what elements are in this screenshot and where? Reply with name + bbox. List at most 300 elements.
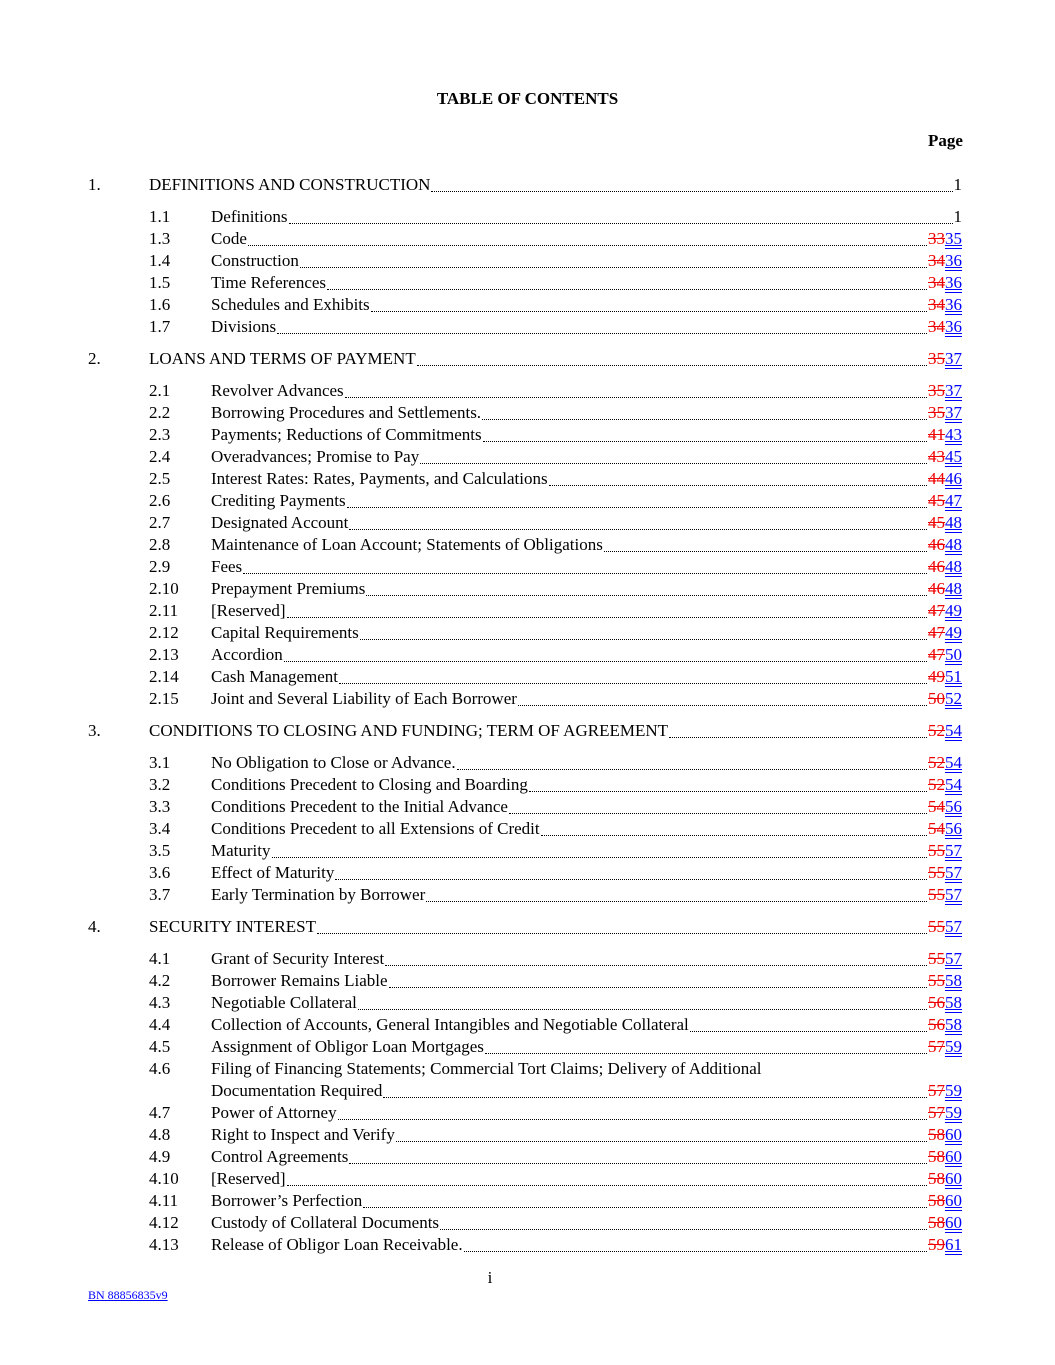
- toc-page-ref[interactable]: [928, 1014, 962, 1036]
- toc-entry-number: 2.15: [149, 689, 179, 708]
- inserted-page-number[interactable]: 58: [945, 1015, 962, 1034]
- toc-page-ref[interactable]: [928, 424, 962, 446]
- inserted-page-number[interactable]: 49: [945, 623, 962, 642]
- toc-entry-number: 4.12: [149, 1213, 179, 1232]
- toc-entry-number: 3.4: [149, 819, 171, 838]
- deleted-page-number: 52: [928, 721, 945, 740]
- toc-page-ref[interactable]: [928, 644, 962, 666]
- toc-entry-number: 2.14: [149, 667, 179, 686]
- toc-entry-number: 1.3: [149, 229, 171, 248]
- inserted-page-number[interactable]: 60: [945, 1147, 962, 1166]
- toc-page-ref[interactable]: [928, 992, 962, 1014]
- toc-entry-number: 2.7: [149, 513, 171, 532]
- toc-section-row[interactable]: [88, 1190, 962, 1212]
- toc-entry-number: 4.11: [149, 1191, 179, 1210]
- deleted-page-number: 46: [928, 579, 945, 598]
- inserted-page-number[interactable]: 58: [945, 993, 962, 1012]
- inserted-page-number[interactable]: 51: [945, 667, 962, 686]
- dot-leader: [426, 901, 927, 902]
- toc-section-row[interactable]: [88, 1102, 962, 1124]
- deleted-page-number: 54: [928, 819, 945, 838]
- toc-page-ref[interactable]: [928, 1234, 962, 1256]
- dot-leader: [485, 1053, 927, 1054]
- toc-page-ref[interactable]: [928, 796, 962, 818]
- toc-entry-title: SECURITY INTEREST: [149, 917, 317, 936]
- toc-entry-number: 2.12: [149, 623, 179, 642]
- toc-page-ref[interactable]: 1: [953, 207, 962, 226]
- toc-entry-title: Right to Inspect and Verify: [211, 1125, 395, 1144]
- toc-entry-title: Construction: [211, 251, 299, 270]
- toc-page-ref[interactable]: [928, 752, 962, 774]
- deleted-page-number: 57: [928, 1103, 945, 1122]
- toc-entry-title: Designated Account: [211, 513, 349, 532]
- toc-entry-title: Maturity: [211, 841, 271, 860]
- toc-section-row[interactable]: [88, 512, 962, 534]
- page-column-header: Page: [928, 131, 963, 150]
- dot-leader: [690, 1031, 927, 1032]
- toc-entry-title: Schedules and Exhibits: [211, 295, 370, 314]
- toc-entry-number: 3.5: [149, 841, 171, 860]
- toc-entry-title: Conditions Precedent to the Initial Advance: [211, 797, 508, 816]
- toc-page-ref[interactable]: [928, 840, 962, 862]
- toc-section-row[interactable]: [88, 1058, 962, 1102]
- dot-leader: [529, 791, 927, 792]
- inserted-page-number[interactable]: 59: [945, 1037, 962, 1056]
- toc-entry-number: 4.1: [149, 949, 171, 968]
- toc-entry-title: Power of Attorney: [211, 1103, 337, 1122]
- toc-page-ref[interactable]: [928, 1124, 962, 1146]
- toc-entry-number: 4.6: [149, 1059, 171, 1078]
- inserted-page-number[interactable]: 58: [945, 971, 962, 990]
- dot-leader: [287, 617, 927, 618]
- toc-section-row[interactable]: [88, 752, 962, 774]
- toc-entry-number: 3.3: [149, 797, 171, 816]
- toc-section-row[interactable]: [88, 818, 962, 840]
- toc-entry-number: 4.7: [149, 1103, 171, 1122]
- toc-page-ref[interactable]: [928, 1146, 962, 1168]
- dot-leader: [549, 485, 927, 486]
- toc-entry-number: 3.1: [149, 753, 171, 772]
- toc-page-ref[interactable]: [928, 600, 962, 622]
- toc-page-ref[interactable]: [928, 534, 962, 556]
- toc-entry-number: 4.3: [149, 993, 171, 1012]
- toc-section-row[interactable]: [88, 622, 962, 644]
- deleted-page-number: 34: [928, 295, 945, 314]
- deleted-page-number: 57: [928, 1081, 945, 1100]
- toc-page-ref[interactable]: [928, 578, 962, 600]
- toc-page-ref[interactable]: [928, 1168, 962, 1190]
- toc-entry-title: Assignment of Obligor Loan Mortgages: [211, 1037, 484, 1056]
- toc-page-ref[interactable]: [928, 818, 962, 840]
- toc-entry-title: Time References: [211, 273, 327, 292]
- toc-page-ref[interactable]: [928, 1036, 962, 1058]
- toc-title: TABLE OF CONTENTS: [436, 89, 619, 108]
- inserted-page-number[interactable]: 60: [945, 1125, 962, 1144]
- toc-entry-number: 2.10: [149, 579, 179, 598]
- inserted-page-number[interactable]: 57: [945, 841, 962, 860]
- toc-page-ref[interactable]: [928, 862, 962, 884]
- toc-section-row[interactable]: [88, 206, 962, 228]
- dot-leader: [417, 365, 927, 366]
- toc-entry-title: Accordion: [211, 645, 283, 664]
- toc-entry-title: Joint and Several Liability of Each Borrower: [211, 689, 517, 708]
- toc-page-ref[interactable]: [928, 774, 962, 796]
- deleted-page-number: 35: [928, 349, 945, 368]
- dot-leader: [389, 987, 927, 988]
- dot-leader: [385, 965, 927, 966]
- toc-section-row[interactable]: [88, 840, 962, 862]
- toc-page-ref[interactable]: [928, 916, 962, 938]
- toc-entry-number: 1.6: [149, 295, 171, 314]
- toc-entry-title-continued: Documentation Required: [211, 1081, 383, 1100]
- inserted-page-number[interactable]: 56: [945, 797, 962, 816]
- deleted-page-number: 58: [928, 1147, 945, 1166]
- toc-page-ref[interactable]: [928, 228, 962, 250]
- toc-page-ref[interactable]: [928, 294, 962, 316]
- dot-leader: [483, 441, 927, 442]
- toc-entry-number: 2.5: [149, 469, 171, 488]
- toc-entry-title: [Reserved]: [211, 1169, 286, 1188]
- toc-section-row[interactable]: [88, 774, 962, 796]
- toc-entry-title: LOANS AND TERMS OF PAYMENT: [149, 349, 416, 368]
- inserted-page-number[interactable]: 57: [945, 885, 962, 904]
- deleted-page-number: 44: [928, 469, 945, 488]
- dot-leader: [327, 289, 927, 290]
- toc-section-row[interactable]: [88, 1212, 962, 1234]
- toc-entry-title: Control Agreements: [211, 1147, 349, 1166]
- deleted-page-number: 55: [928, 885, 945, 904]
- toc-section-row[interactable]: [88, 402, 962, 424]
- toc-entry-title: Borrower Remains Liable: [211, 971, 388, 990]
- deleted-page-number: 57: [928, 1037, 945, 1056]
- toc-entry-number: 3.: [88, 721, 101, 740]
- dot-leader: [277, 333, 927, 334]
- dot-leader: [349, 529, 927, 530]
- deleted-page-number: 33: [928, 229, 945, 248]
- dot-leader: [243, 573, 927, 574]
- toc-page-ref[interactable]: [928, 1190, 962, 1212]
- deleted-page-number: 58: [928, 1125, 945, 1144]
- inserted-page-number[interactable]: 45: [945, 447, 962, 466]
- toc-section-row[interactable]: [88, 1146, 962, 1168]
- toc-entry-number: 1.1: [149, 207, 171, 226]
- inserted-page-number[interactable]: 37: [945, 403, 962, 422]
- dot-leader: [396, 1141, 927, 1142]
- dot-leader: [669, 737, 927, 738]
- toc-entry-number: 4.8: [149, 1125, 171, 1144]
- inserted-page-number[interactable]: 36: [945, 273, 962, 292]
- toc-entry-number: 2.13: [149, 645, 179, 664]
- toc-section-row[interactable]: [88, 1124, 962, 1146]
- toc-section-row[interactable]: [88, 688, 962, 710]
- toc-section-row[interactable]: [88, 644, 962, 666]
- dot-leader: [349, 1163, 927, 1164]
- toc-entry-title: Effect of Maturity: [211, 863, 335, 882]
- toc-page-ref[interactable]: [928, 316, 962, 338]
- deleted-page-number: 56: [928, 993, 945, 1012]
- toc-section-row[interactable]: [88, 1234, 962, 1256]
- toc-entry-title: Borrower’s Perfection: [211, 1191, 363, 1210]
- inserted-page-number[interactable]: 36: [945, 251, 962, 270]
- toc-entry-title: Grant of Security Interest: [211, 949, 385, 968]
- toc-entry-number: 2.9: [149, 557, 171, 576]
- toc-section-row[interactable]: [88, 228, 962, 250]
- dot-leader: [287, 1185, 927, 1186]
- toc-entry-title: Borrowing Procedures and Settlements.: [211, 403, 482, 422]
- toc-page-ref[interactable]: [928, 402, 962, 424]
- toc-entry-number: 3.6: [149, 863, 171, 882]
- toc-page-ref[interactable]: 1: [953, 175, 962, 194]
- toc-section-row[interactable]: [88, 468, 962, 490]
- deleted-page-number: 47: [928, 623, 945, 642]
- dot-leader: [420, 463, 927, 464]
- toc-entry-title: Conditions Precedent to Closing and Boarding: [211, 775, 528, 794]
- inserted-page-number[interactable]: 57: [945, 917, 962, 936]
- inserted-page-number[interactable]: 37: [945, 381, 962, 400]
- toc-page-ref[interactable]: [928, 622, 962, 644]
- toc-entry-number: 2.2: [149, 403, 171, 422]
- inserted-page-number[interactable]: 59: [945, 1081, 962, 1100]
- deleted-page-number: 49: [928, 667, 945, 686]
- deleted-page-number: 58: [928, 1213, 945, 1232]
- inserted-page-number[interactable]: 48: [945, 513, 962, 532]
- toc-section-row[interactable]: [88, 1036, 962, 1058]
- toc-section-row[interactable]: [88, 446, 962, 468]
- inserted-page-number[interactable]: 57: [945, 863, 962, 882]
- inserted-page-number[interactable]: 36: [945, 317, 962, 336]
- toc-entry-number: 4.13: [149, 1235, 179, 1254]
- dot-leader: [358, 1009, 927, 1010]
- inserted-page-number[interactable]: 54: [945, 775, 962, 794]
- toc-section-row[interactable]: [88, 578, 962, 600]
- toc-section-row[interactable]: [88, 380, 962, 402]
- deleted-page-number: 55: [928, 949, 945, 968]
- toc-entry-title: Payments; Reductions of Commitments: [211, 425, 482, 444]
- toc-page-ref[interactable]: [928, 970, 962, 992]
- deleted-page-number: 59: [928, 1235, 945, 1254]
- toc-section-row[interactable]: [88, 294, 962, 316]
- inserted-page-number[interactable]: 49: [945, 601, 962, 620]
- deleted-page-number: 58: [928, 1191, 945, 1210]
- inserted-page-number[interactable]: 57: [945, 949, 962, 968]
- inserted-page-number[interactable]: 61: [945, 1235, 962, 1254]
- dot-leader: [248, 245, 927, 246]
- toc-entry-number: 2.6: [149, 491, 171, 510]
- inserted-page-number[interactable]: 54: [945, 753, 962, 772]
- toc-page-ref[interactable]: [928, 884, 962, 906]
- deleted-page-number: 34: [928, 317, 945, 336]
- dot-leader: [383, 1097, 927, 1098]
- toc-entry-title: Negotiable Collateral: [211, 993, 357, 1012]
- dot-leader: [604, 551, 927, 552]
- toc-entry-title: Early Termination by Borrower: [211, 885, 426, 904]
- toc-section-row[interactable]: [88, 1168, 962, 1190]
- inserted-page-number[interactable]: 36: [945, 295, 962, 314]
- inserted-page-number[interactable]: 48: [945, 535, 962, 554]
- toc-section-row[interactable]: [88, 272, 962, 294]
- toc-article-row[interactable]: [88, 348, 962, 370]
- deleted-page-number: 46: [928, 535, 945, 554]
- toc-section-row[interactable]: [88, 316, 962, 338]
- toc-entry-title: Definitions: [211, 207, 288, 226]
- inserted-page-number[interactable]: 54: [945, 721, 962, 740]
- toc-entry-title: [Reserved]: [211, 601, 286, 620]
- toc-section-row[interactable]: [88, 1014, 962, 1036]
- toc-page-ref[interactable]: [928, 512, 962, 534]
- dot-leader: [284, 661, 927, 662]
- toc-page-ref[interactable]: [928, 1080, 962, 1102]
- deleted-page-number: 55: [928, 863, 945, 882]
- dot-leader: [509, 813, 927, 814]
- toc-entry-title: Revolver Advances: [211, 381, 344, 400]
- toc-section-row[interactable]: [88, 948, 962, 970]
- toc-section-row[interactable]: [88, 534, 962, 556]
- toc-entry-title: Release of Obligor Loan Receivable.: [211, 1235, 463, 1254]
- toc-section-row[interactable]: [88, 490, 962, 512]
- toc-section-row[interactable]: [88, 250, 962, 272]
- deleted-page-number: 56: [928, 1015, 945, 1034]
- dot-leader: [518, 705, 927, 706]
- inserted-page-number[interactable]: 56: [945, 819, 962, 838]
- dot-leader: [338, 1119, 927, 1120]
- toc-page-ref[interactable]: [928, 556, 962, 578]
- dot-leader: [431, 191, 952, 192]
- inserted-page-number[interactable]: 50: [945, 645, 962, 664]
- page-number: i: [487, 1268, 493, 1287]
- toc-page-ref[interactable]: [928, 348, 962, 370]
- toc-section-row[interactable]: [88, 992, 962, 1014]
- toc-entry-title: Interest Rates: Rates, Payments, and Calculations: [211, 469, 548, 488]
- dot-leader: [366, 595, 927, 596]
- toc-page-ref[interactable]: [928, 272, 962, 294]
- toc-section-row[interactable]: [88, 884, 962, 906]
- deleted-page-number: 45: [928, 491, 945, 510]
- dot-leader: [482, 419, 927, 420]
- deleted-page-number: 34: [928, 273, 945, 292]
- toc-section-row[interactable]: [88, 666, 962, 688]
- toc-section-row[interactable]: [88, 556, 962, 578]
- toc-section-row[interactable]: [88, 796, 962, 818]
- toc-entry-number: 4.10: [149, 1169, 179, 1188]
- inserted-page-number[interactable]: 48: [945, 579, 962, 598]
- toc-entry-number: 1.5: [149, 273, 171, 292]
- deleted-page-number: 52: [928, 753, 945, 772]
- toc-entry-number: 2.8: [149, 535, 171, 554]
- deleted-page-number: 35: [928, 403, 945, 422]
- toc-page-ref[interactable]: [928, 250, 962, 272]
- toc-entry-number: 2.4: [149, 447, 171, 466]
- deleted-page-number: 35: [928, 381, 945, 400]
- dot-leader: [464, 1251, 927, 1252]
- toc-entry-title: Filing of Financing Statements; Commercial Tort Claims; Delivery of Additional: [211, 1059, 762, 1078]
- toc-entry-title: Conditions Precedent to all Extensions of Credit: [211, 819, 540, 838]
- toc-article-row[interactable]: [88, 720, 962, 742]
- toc-page-ref[interactable]: [928, 1212, 962, 1234]
- toc-entry-title: Capital Requirements: [211, 623, 359, 642]
- toc-entry-title: Crediting Payments: [211, 491, 346, 510]
- deleted-page-number: 41: [928, 425, 945, 444]
- toc-page-ref[interactable]: [928, 380, 962, 402]
- toc-entry-number: 2.1: [149, 381, 171, 400]
- dot-leader: [457, 769, 927, 770]
- toc-entry-number: 4.9: [149, 1147, 171, 1166]
- toc-entry-number: 4.: [88, 917, 101, 936]
- deleted-page-number: 52: [928, 775, 945, 794]
- toc-entry-title: Divisions: [211, 317, 277, 336]
- inserted-page-number[interactable]: 46: [945, 469, 962, 488]
- toc-entry-title: Code: [211, 229, 247, 248]
- dot-leader: [345, 397, 927, 398]
- inserted-page-number[interactable]: 47: [945, 491, 962, 510]
- toc-entry-number: 1.: [88, 175, 101, 194]
- deleted-page-number: 45: [928, 513, 945, 532]
- toc-entry-title: Overadvances; Promise to Pay: [211, 447, 420, 466]
- deleted-page-number: 58: [928, 1169, 945, 1188]
- inserted-page-number[interactable]: 35: [945, 229, 962, 248]
- dot-leader: [289, 223, 953, 224]
- dot-leader: [335, 879, 927, 880]
- inserted-page-number[interactable]: 37: [945, 349, 962, 368]
- toc-page-ref[interactable]: [928, 468, 962, 490]
- inserted-page-number[interactable]: 60: [945, 1213, 962, 1232]
- deleted-page-number: 47: [928, 601, 945, 620]
- toc-entry-number: 1.4: [149, 251, 171, 270]
- toc-entry-number: 3.2: [149, 775, 171, 794]
- document-id[interactable]: BN 88856835v9: [88, 1288, 168, 1302]
- toc-page-ref[interactable]: [928, 948, 962, 970]
- toc-page-ref[interactable]: [928, 490, 962, 512]
- toc-entry-number: 4.4: [149, 1015, 171, 1034]
- deleted-page-number: 47: [928, 645, 945, 664]
- dot-leader: [300, 267, 927, 268]
- toc-entry-number: 2.11: [149, 601, 179, 620]
- inserted-page-number[interactable]: 48: [945, 557, 962, 576]
- deleted-page-number: 55: [928, 917, 945, 936]
- deleted-page-number: 54: [928, 797, 945, 816]
- toc-page-ref[interactable]: [928, 666, 962, 688]
- deleted-page-number: 43: [928, 447, 945, 466]
- inserted-page-number[interactable]: 60: [945, 1191, 962, 1210]
- toc-entry-number: 4.5: [149, 1037, 171, 1056]
- toc-entry-title: DEFINITIONS AND CONSTRUCTION: [149, 175, 431, 194]
- toc-section-row[interactable]: [88, 424, 962, 446]
- toc-section-row[interactable]: [88, 600, 962, 622]
- toc-page-ref[interactable]: [928, 688, 962, 710]
- deleted-page-number: 46: [928, 557, 945, 576]
- deleted-page-number: 34: [928, 251, 945, 270]
- toc-entry-title: CONDITIONS TO CLOSING AND FUNDING; TERM OF AGREEMENT: [149, 721, 668, 740]
- inserted-page-number[interactable]: 52: [945, 689, 962, 708]
- inserted-page-number[interactable]: 43: [945, 425, 962, 444]
- toc-article-row[interactable]: [88, 916, 962, 938]
- dot-leader: [363, 1207, 927, 1208]
- inserted-page-number[interactable]: 60: [945, 1169, 962, 1188]
- toc-page-ref[interactable]: [928, 720, 962, 742]
- inserted-page-number[interactable]: 59: [945, 1103, 962, 1122]
- toc-entry-number: 2.: [88, 349, 101, 368]
- toc-page-ref[interactable]: [928, 446, 962, 468]
- toc-page-ref[interactable]: [928, 1102, 962, 1124]
- dot-leader: [317, 933, 927, 934]
- toc-section-row[interactable]: [88, 970, 962, 992]
- toc-section-row[interactable]: [88, 862, 962, 884]
- toc-entry-number: 1.7: [149, 317, 171, 336]
- deleted-page-number: 55: [928, 971, 945, 990]
- toc-entry-title: Prepayment Premiums: [211, 579, 366, 598]
- toc-article-row[interactable]: [88, 174, 962, 196]
- toc-entry-title: Fees: [211, 557, 243, 576]
- toc-entry-title: No Obligation to Close or Advance.: [211, 753, 456, 772]
